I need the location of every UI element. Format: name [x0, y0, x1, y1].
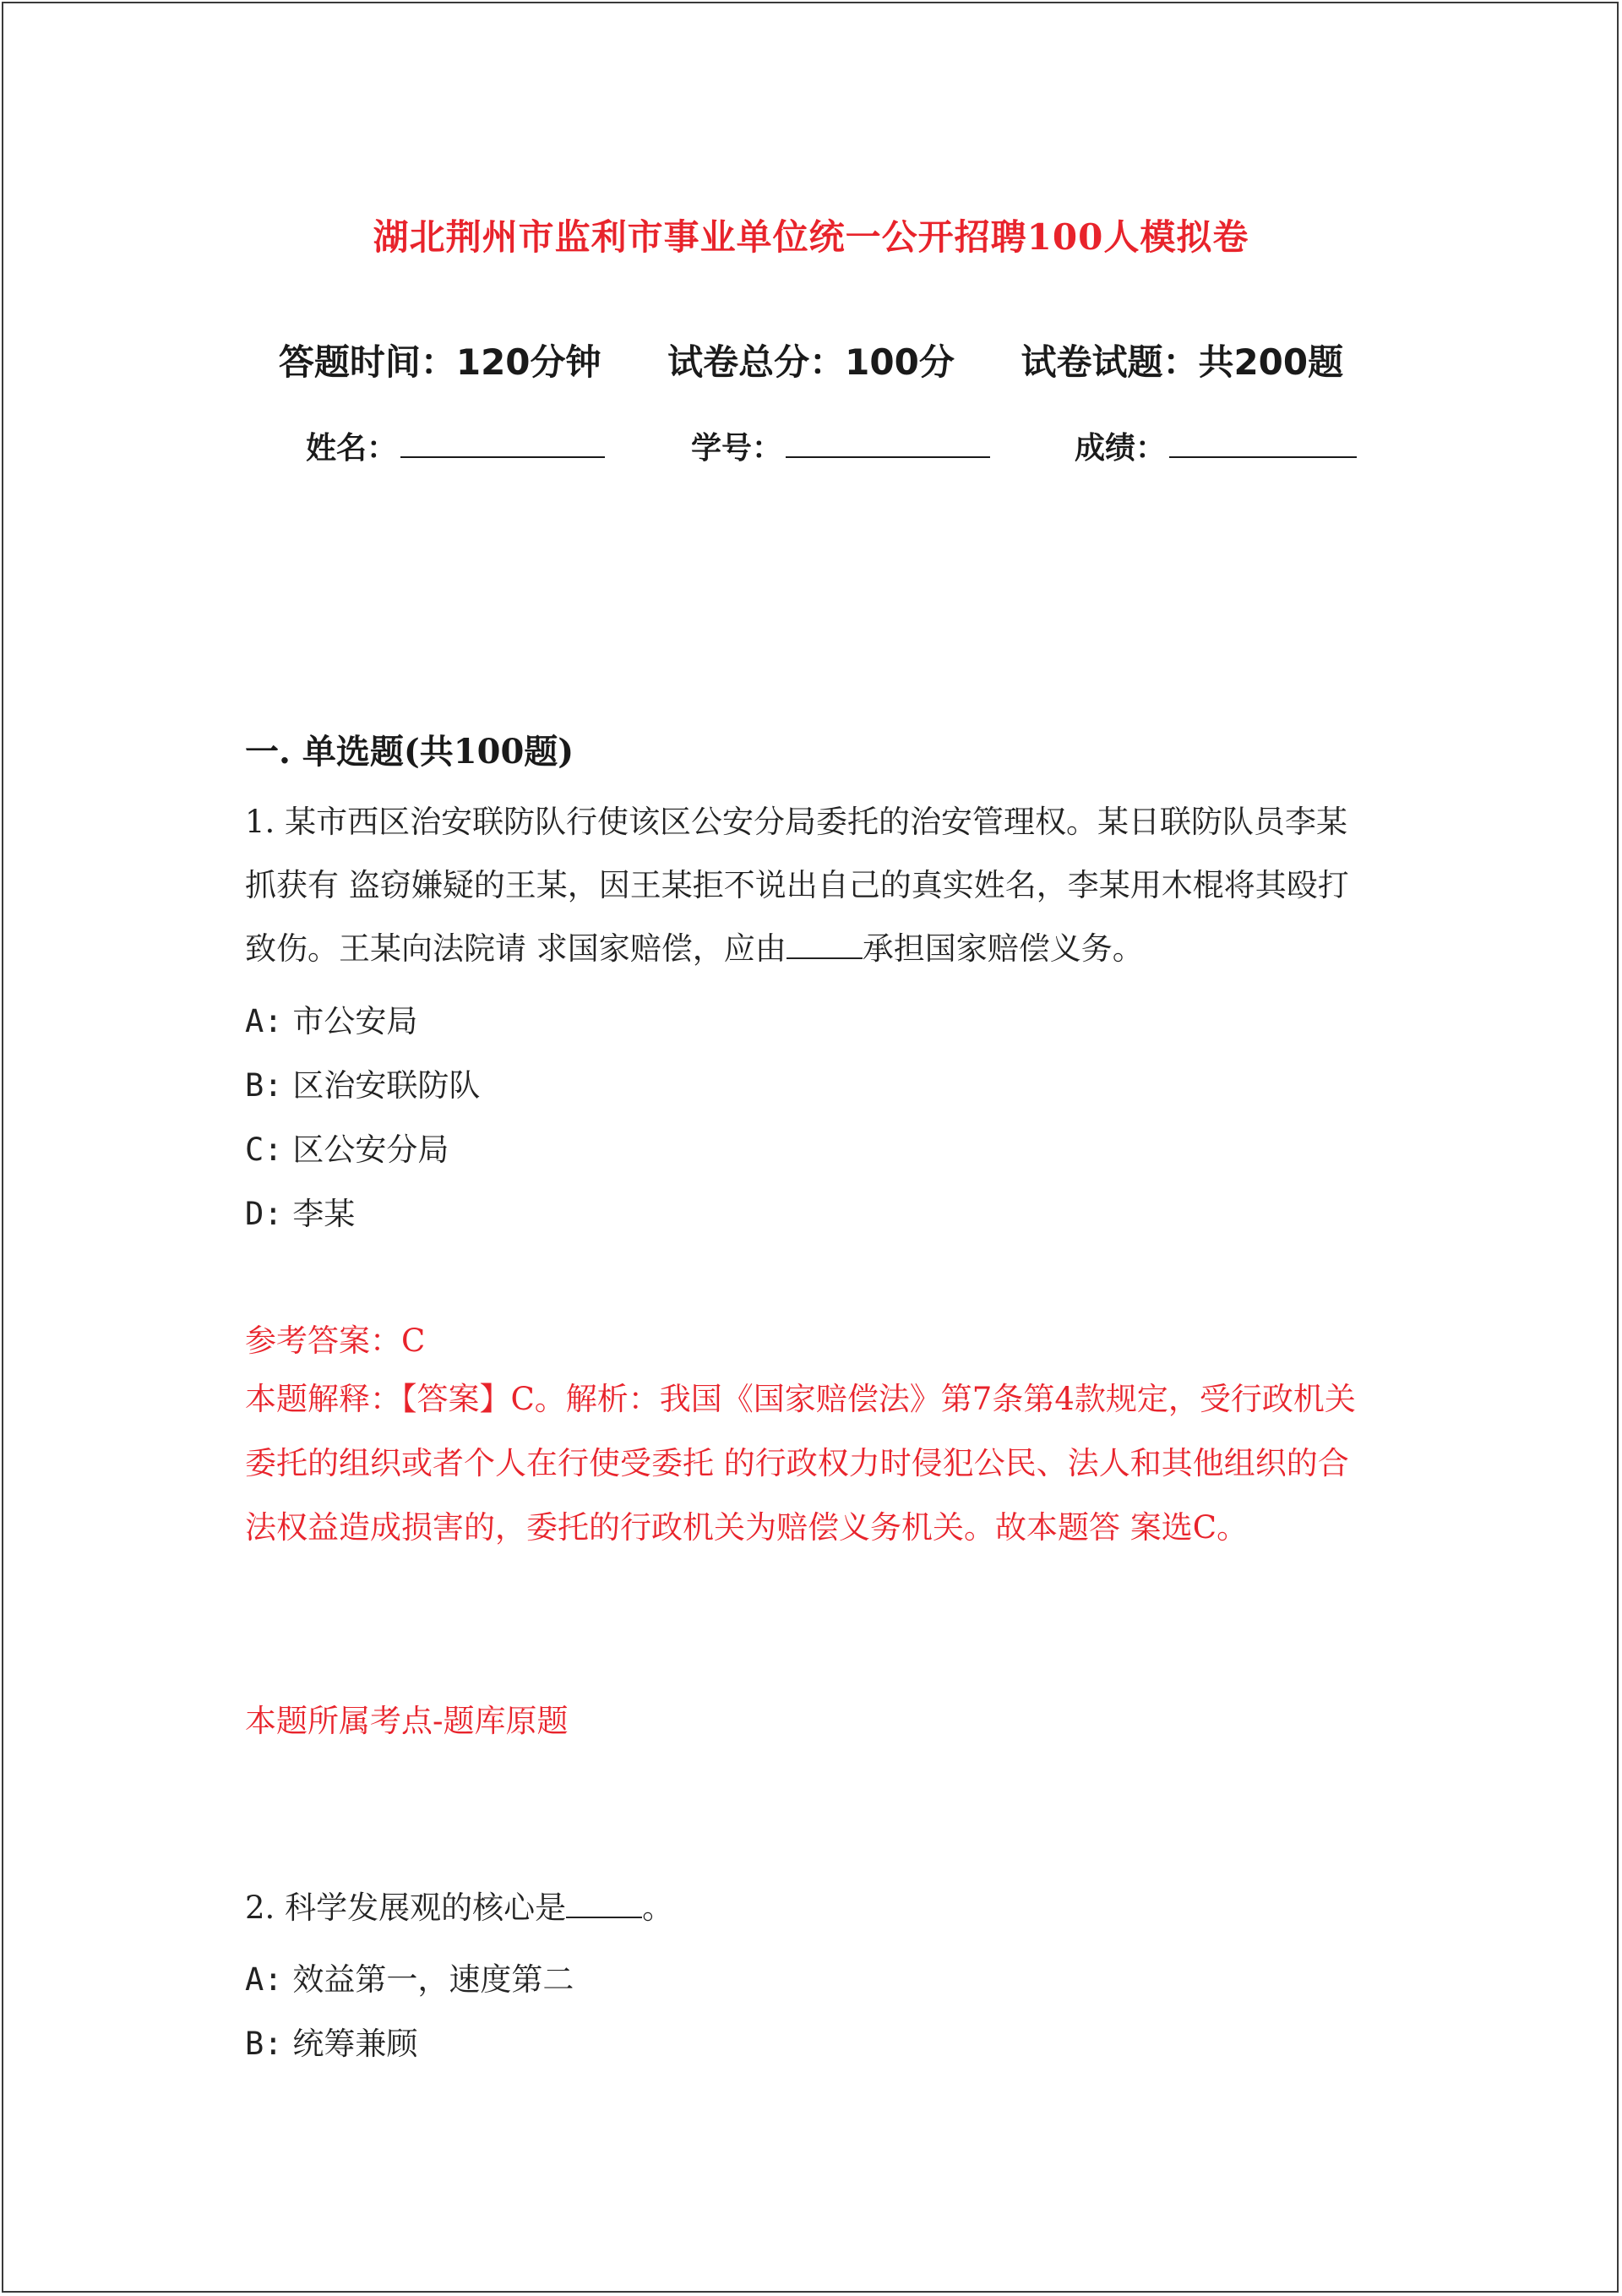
option-letter: B: [245, 1067, 283, 1104]
student-id-blank [786, 433, 990, 458]
question-1-topic: 本题所属考点-题库原题 [245, 1703, 569, 1739]
question-2-stem: 2. 科学发展观的核心是 [245, 1890, 567, 1926]
option-letter: D: [245, 1196, 283, 1232]
option-text: 区治安联防队 [292, 1067, 481, 1104]
score-label: 成绩： [1075, 431, 1167, 466]
name-label: 姓名： [306, 431, 398, 466]
student-id-field [691, 424, 990, 466]
exam-total-score: 试卷总分：100分 [667, 341, 955, 383]
option-text: 区公安分局 [292, 1132, 449, 1168]
question-1-answer: 参考答案：C [245, 1323, 426, 1359]
score-blank [1169, 433, 1357, 458]
option-letter: B: [245, 2026, 283, 2062]
section-heading: 一. 单选题(共100题) [245, 732, 574, 772]
option-text: 李某 [292, 1196, 356, 1232]
name-field [306, 424, 605, 466]
option-letter: C: [245, 1132, 283, 1168]
option-text: 效益第一，速度第二 [292, 1961, 574, 1998]
score-field [1075, 424, 1357, 466]
question-1-option-b [245, 1060, 480, 1105]
question-1-option-d [245, 1188, 355, 1234]
option-letter: A: [245, 1961, 283, 1998]
name-blank [400, 433, 605, 458]
question-1-explanation: 本题解释：【答案】C。解析：我国《国家赔偿法》第7条第4款规定，受行政机关委托的组织或者个人在行使受委托 的行政权力时侵犯公民、法人和其他组织的合法权益造成损害的，委托的行政机关为赔偿义务机关。故本题答 案选C。 [245, 1381, 1356, 1546]
exam-meta [0, 335, 1622, 385]
question-2-option-a [245, 1954, 574, 1999]
answer-blank [566, 1891, 642, 1918]
question-1-stem-end: 承担国家赔偿义务。 [862, 930, 1144, 967]
document-title: 湖北荆州市监利市事业单位统一公开招聘100人模拟卷 [373, 216, 1249, 258]
question-2-text [245, 1876, 1377, 1939]
question-1-option-a [245, 995, 417, 1041]
exam-question-count: 试卷试题：共200题 [1021, 341, 1344, 383]
question-1-option-c [245, 1124, 449, 1170]
question-1-stem: 1. 某市西区治安联防队行使该区公安分局委托的治安管理权。某日联防队员李某抓获有 盗窃嫌疑的王某，因王某拒不说出自己的真实姓名，李某用木棍将其殴打致伤。王某向法院请 求国家赔偿，应由 [245, 804, 1349, 967]
answer-blank [787, 932, 863, 959]
option-text: 市公安局 [292, 1003, 418, 1039]
option-letter: A: [245, 1003, 283, 1039]
exam-time: 答题时间：120分钟 [278, 341, 601, 383]
question-1-text [245, 790, 1377, 980]
question-2-option-b [245, 2018, 417, 2064]
question-2-stem-end: 。 [642, 1890, 674, 1926]
student-id-label: 学号： [691, 431, 783, 466]
option-text: 统筹兼顾 [292, 2026, 418, 2062]
